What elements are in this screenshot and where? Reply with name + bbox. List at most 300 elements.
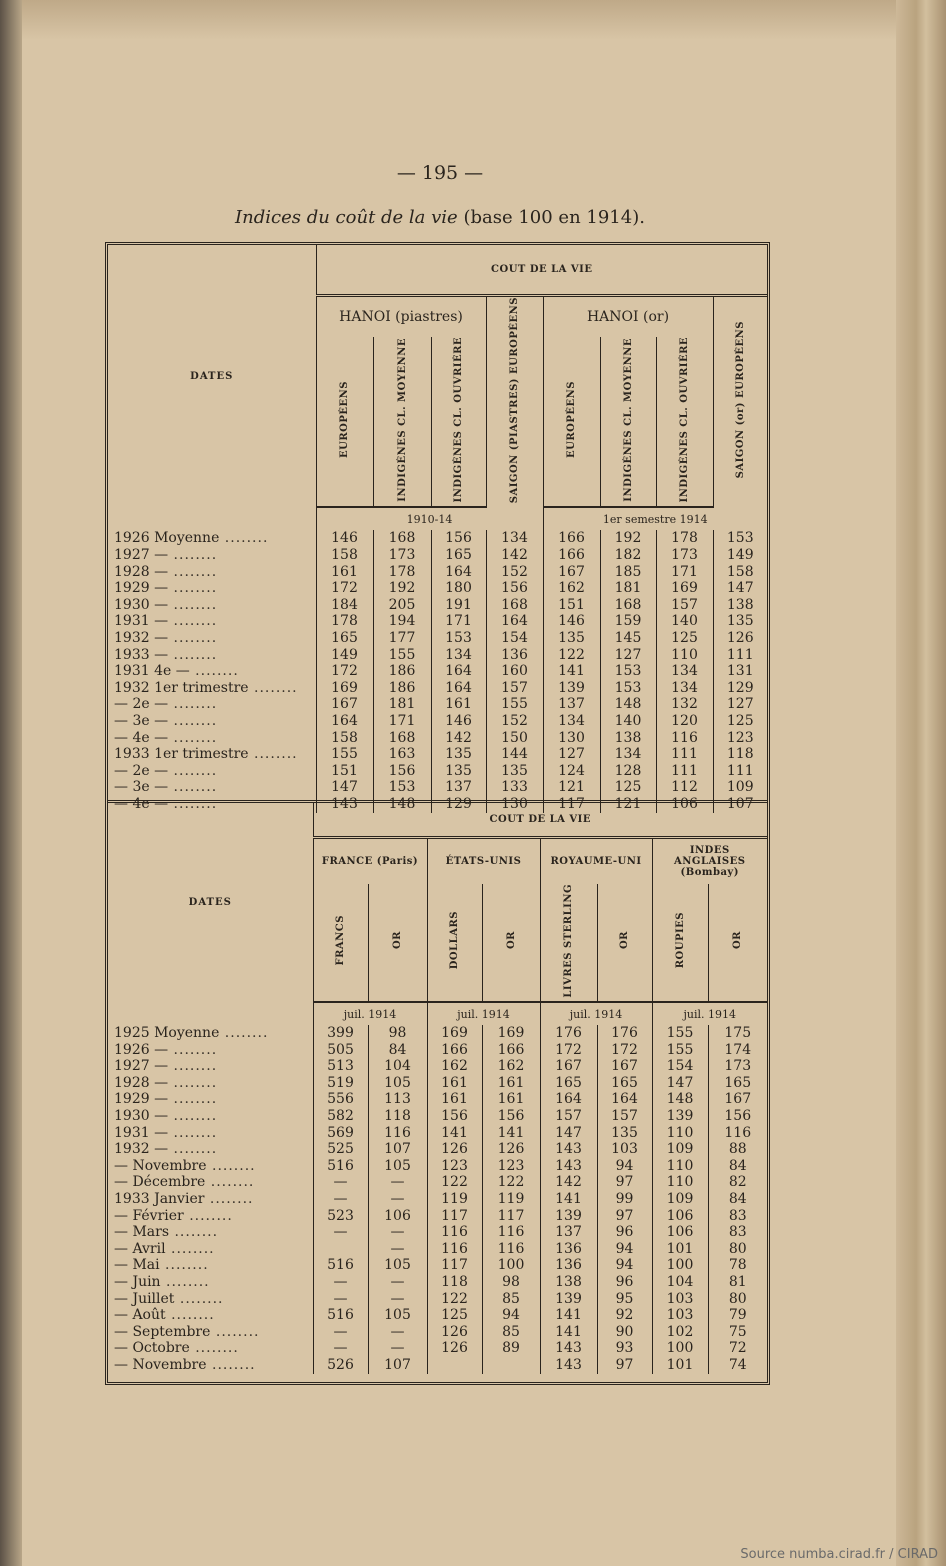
row-date-label: 1928 — [114,1074,169,1091]
cell-value: 146 [316,530,373,547]
cell-value: 139 [543,680,600,697]
cell-value: 399 [313,1025,368,1042]
table-row [108,530,767,547]
table-row [108,613,767,630]
table-international [105,800,770,1385]
leader-dots: ........ [165,1240,215,1257]
cell-value: 135 [431,763,486,780]
col-header [708,884,767,1003]
cell-value: 147 [652,1075,708,1092]
cell-value: 147 [713,580,767,597]
cell-value: — [313,1174,368,1191]
table-row [108,1075,767,1092]
table-row [108,630,767,647]
cell-value: 148 [652,1091,708,1108]
cell-value: 505 [313,1042,368,1059]
leader-dots: ........ [189,663,239,680]
cell-value: 97 [597,1174,652,1191]
cell-value: 166 [427,1042,482,1059]
cell-value: 124 [543,763,600,780]
cell-value: 128 [600,763,656,780]
cell-value: 156 [427,1108,482,1125]
cell-value: 120 [656,713,713,730]
cell-value: 172 [316,663,373,680]
row-date-label: 1926 Moyenne [114,530,220,547]
cell-value: 111 [656,746,713,763]
dates-header: DATES [188,897,232,909]
cell-value: 147 [316,779,373,796]
cell-value: 118 [368,1108,427,1125]
cell-value: 127 [600,647,656,664]
table-row [108,1108,767,1125]
table-row [108,597,767,614]
cell-value: 94 [482,1307,540,1324]
row-date-label: 1930 — [114,596,169,613]
row-date [108,763,316,780]
leader-dots: ........ [204,1191,254,1208]
cell-value: 82 [708,1174,767,1191]
cell-value: 172 [540,1042,597,1059]
cell-value: 165 [316,630,373,647]
cell-value: 116 [482,1241,540,1258]
cell-value: 94 [597,1257,652,1274]
cell-value: 516 [313,1307,368,1324]
cell-value: 96 [597,1274,652,1291]
row-date [108,1042,313,1059]
cell-value: 83 [708,1224,767,1241]
table-row [108,713,767,730]
cell-value: 141 [427,1125,482,1142]
row-date [108,1075,313,1092]
table-row [108,1158,767,1175]
cell-value: 175 [708,1025,767,1042]
row-date [108,1340,313,1357]
row-date-label: 1932 — [114,630,169,647]
cell-value: 125 [713,713,767,730]
base-period: juil. 1914 [427,1002,540,1025]
cell-value: 141 [540,1307,597,1324]
hanoi-or-header: HANOI (or) [543,295,713,337]
cell-value: 72 [708,1340,767,1357]
cell-value: 176 [597,1025,652,1042]
cell-value: 109 [652,1141,708,1158]
cell-value: 157 [597,1108,652,1125]
row-date [108,1357,313,1374]
leader-dots: ........ [168,1091,218,1108]
row-date-label: 1932 1er trimestre [114,679,249,696]
cell-value: 162 [427,1058,482,1075]
row-date-label: 1927 — [114,547,169,564]
row-date [108,1307,313,1324]
cell-value: — [368,1191,427,1208]
cell-value: 142 [431,730,486,747]
cell-value: 180 [431,580,486,597]
row-date-label: — Septembre [114,1323,211,1340]
row-date-label: 1927 — [114,1058,169,1075]
col-header: INDIGÈNES CL. MOYENNE [600,337,656,507]
leader-dots: ........ [168,563,218,580]
cell-value: 110 [652,1158,708,1175]
cell-value: 177 [373,630,431,647]
cell-value: 121 [600,796,656,813]
cell-value: 139 [652,1108,708,1125]
cell-value: 117 [427,1257,482,1274]
row-date-label: — Juillet [114,1290,175,1307]
row-date [108,1158,313,1175]
table-row [108,1191,767,1208]
cell-value: 129 [431,796,486,813]
cell-value: 100 [652,1257,708,1274]
cell-value: 137 [543,696,600,713]
cell-value: 137 [540,1224,597,1241]
cell-value: 153 [431,630,486,647]
binding-shadow [0,0,22,1566]
leader-dots: ........ [168,779,218,796]
cell-value: 121 [543,779,600,796]
row-date [108,663,316,680]
cell-value: 171 [373,713,431,730]
row-date [108,547,316,564]
cell-value: — [313,1324,368,1341]
cell-value: 158 [316,547,373,564]
cell-value: 123 [482,1158,540,1175]
cell-value: 101 [652,1357,708,1374]
col-header-label: OR [505,931,517,950]
cell-value: 122 [427,1174,482,1191]
row-date [108,647,316,664]
row-date [108,746,316,763]
leader-dots: ........ [168,580,218,597]
cell-value: 109 [713,779,767,796]
cell-value: 123 [427,1158,482,1175]
row-date-label: — Novembre [114,1356,207,1373]
cell-value: 93 [597,1340,652,1357]
cell-value: 516 [313,1158,368,1175]
cell-value: 135 [543,630,600,647]
cell-value: 104 [368,1058,427,1075]
cell-value: 106 [652,1224,708,1241]
cell-value [313,1241,368,1258]
table-row [108,1241,767,1258]
cell-value: 144 [486,746,543,763]
row-date-label: 1925 Moyenne [114,1025,220,1042]
page-title [0,207,880,228]
cell-value: 83 [708,1208,767,1225]
cell-value: 97 [597,1208,652,1225]
cell-value: 167 [597,1058,652,1075]
cell-value: 130 [543,730,600,747]
col-header-label: OR [732,931,744,950]
cell-value: 143 [540,1357,597,1374]
cell-value: 169 [316,680,373,697]
col-header-label: OR [619,931,630,950]
col-header-label: OR [392,931,403,950]
table-row [108,1025,767,1042]
cell-value: — [368,1174,427,1191]
cell-value: 148 [600,696,656,713]
cell-value: 168 [373,730,431,747]
cell-value: 171 [431,613,486,630]
cell-value: 162 [482,1058,540,1075]
row-date [108,613,316,630]
title-rest: (base 100 en 1914). [463,207,645,228]
cell-value: 135 [713,613,767,630]
row-date-label: — 3e — [114,779,169,796]
cell-value: 122 [543,647,600,664]
leader-dots: ........ [168,762,218,779]
cell-value: 135 [597,1125,652,1142]
table-row [108,1224,767,1241]
row-date [108,1208,313,1225]
saigon-piastres-header: SAIGON (PIASTRES) EUROPÉENS [486,295,543,507]
uk-header: ROYAUME-UNI [540,838,652,884]
row-date-label: — Octobre [114,1340,190,1357]
cell-value: 134 [486,530,543,547]
cell-value: 125 [656,630,713,647]
row-date-label: 1931 4e — [114,663,190,680]
cell-value: 173 [373,547,431,564]
cell-value [482,1357,540,1374]
table-row [108,1141,767,1158]
col-header: INDIGÈNES CL. MOYENNE [373,337,431,507]
cell-value: 159 [600,613,656,630]
cell-value: 181 [600,580,656,597]
row-date-label: — Mai [114,1257,160,1274]
cell-value: 146 [543,613,600,630]
cell-value [427,1357,482,1374]
cell-value: 84 [708,1191,767,1208]
cell-value: — [368,1340,427,1357]
table-row [108,1307,767,1324]
leader-dots: ........ [206,1356,256,1373]
page-number: — 195 — [396,162,484,184]
col-header-label: ROUPIES [674,912,686,969]
cell-value: 138 [713,597,767,614]
cell-value: 106 [652,1208,708,1225]
cell-value: 139 [540,1291,597,1308]
cell-value: 166 [543,530,600,547]
cell-value: 116 [368,1125,427,1142]
cell-value: 117 [543,796,600,813]
cell-value: 164 [486,613,543,630]
col-header [368,884,427,1003]
base-period: juil. 1914 [540,1002,652,1025]
leader-dots: ........ [183,1207,233,1224]
cell-value: 166 [482,1042,540,1059]
usa-header: ÉTATS-UNIS [427,838,540,884]
cell-value: 74 [708,1357,767,1374]
page-stack-edge [896,0,946,1566]
cell-value: 147 [540,1125,597,1142]
cell-value: 135 [431,746,486,763]
row-date-label: 1928 — [114,563,169,580]
leader-dots: ........ [219,1025,269,1042]
cell-value: 143 [540,1340,597,1357]
cell-value: 140 [656,613,713,630]
row-date [108,730,316,747]
cell-value: 156 [482,1108,540,1125]
cell-value: 519 [313,1075,368,1092]
row-date-label: — 2e — [114,696,169,713]
cell-value: 526 [313,1357,368,1374]
leader-dots: ........ [168,795,218,812]
cell-value: 112 [656,779,713,796]
col-header [540,884,597,1003]
cell-value: 155 [486,696,543,713]
cell-value: 101 [652,1241,708,1258]
col-header-label: FRANCS [335,915,346,966]
col-header [482,884,540,1003]
cell-value: 165 [708,1075,767,1092]
cell-value: 79 [708,1307,767,1324]
cell-value: 168 [600,597,656,614]
row-date [108,1091,313,1108]
cell-value: 178 [373,564,431,581]
cell-value: 153 [600,680,656,697]
cell-value: 127 [543,746,600,763]
leader-dots: ........ [168,547,218,564]
cell-value: 80 [708,1241,767,1258]
cell-value: 149 [713,547,767,564]
cell-value: 75 [708,1324,767,1341]
cell-value: 126 [427,1324,482,1341]
cell-value: 145 [600,630,656,647]
cell-value: 104 [652,1274,708,1291]
cell-value: 166 [543,547,600,564]
cell-value: 127 [713,696,767,713]
cell-value: 156 [486,580,543,597]
cell-value: 125 [427,1307,482,1324]
cell-value: 146 [431,713,486,730]
row-date-label: 1931 — [114,613,169,630]
cell-value: 107 [368,1357,427,1374]
leader-dots: ........ [165,1307,215,1324]
cell-value: 142 [540,1174,597,1191]
cell-value: 156 [708,1108,767,1125]
cell-value: 161 [427,1091,482,1108]
row-date [108,530,316,547]
table-row [108,1340,767,1357]
cell-value: 105 [368,1158,427,1175]
cell-value: 134 [431,647,486,664]
col-header [652,884,708,1003]
cell-value: 98 [368,1025,427,1042]
cell-value: 100 [652,1340,708,1357]
cell-value: 155 [316,746,373,763]
cell-value: 102 [652,1324,708,1341]
cell-value: 109 [652,1191,708,1208]
table-row [108,696,767,713]
row-date [108,1108,313,1125]
cell-value: 136 [486,647,543,664]
cell-value: 111 [656,763,713,780]
cell-value: 117 [482,1208,540,1225]
row-date-label: — Novembre [114,1157,207,1174]
cell-value: 523 [313,1208,368,1225]
table-row [108,1042,767,1059]
cell-value: 85 [482,1324,540,1341]
row-date-label: — Avril [114,1240,166,1257]
cell-value: 167 [543,564,600,581]
cell-value: 169 [656,580,713,597]
cell-value: 107 [713,796,767,813]
cell-value: 88 [708,1141,767,1158]
cell-value: 132 [656,696,713,713]
col-header [427,884,482,1003]
table-row [108,746,767,763]
row-date-label: 1933 — [114,646,169,663]
leader-dots: ........ [206,1157,256,1174]
cell-value: 157 [486,680,543,697]
leader-dots: ........ [169,1224,219,1241]
cell-value: 143 [540,1158,597,1175]
cell-value: 129 [713,680,767,697]
cell-value: 153 [373,779,431,796]
cell-value: 151 [543,597,600,614]
cell-value: — [368,1224,427,1241]
cell-value: 90 [597,1324,652,1341]
table-row [108,1291,767,1308]
row-date [108,1274,313,1291]
row-date [108,564,316,581]
cell-value: 110 [652,1174,708,1191]
table-row [108,1174,767,1191]
base-period: juil. 1914 [313,1002,427,1025]
cell-value: 122 [482,1174,540,1191]
cell-value: 186 [373,680,431,697]
cell-value: 96 [597,1224,652,1241]
cell-value: 164 [431,663,486,680]
leader-dots: ........ [159,1257,209,1274]
cell-value: 99 [597,1191,652,1208]
col-header-label: DOLLARS [449,911,460,970]
group-header: COUT DE LA VIE [313,802,767,838]
cell-value: 106 [656,796,713,813]
table-row [108,663,767,680]
cell-value: 169 [427,1025,482,1042]
cell-value: 123 [713,730,767,747]
row-date-label: 1933 Janvier [114,1191,205,1208]
cell-value: 126 [482,1141,540,1158]
row-date [108,1125,313,1142]
cell-value: 164 [316,713,373,730]
row-date-label: — 3e — [114,713,169,730]
cell-value: 181 [373,696,431,713]
cell-value: 155 [373,647,431,664]
cell-value: — [368,1274,427,1291]
leader-dots: ........ [168,1141,218,1158]
cell-value: 158 [713,564,767,581]
cell-value: 138 [600,730,656,747]
cell-value: 125 [600,779,656,796]
cell-value: 171 [656,564,713,581]
table-row [108,647,767,664]
col-header-label: LIVRES STERLING [563,883,574,998]
table-row [108,779,767,796]
row-date-label: — Décembre [114,1174,206,1191]
row-date [108,1224,313,1241]
cell-value: — [313,1191,368,1208]
table-row [108,1257,767,1274]
cell-value: 110 [652,1125,708,1142]
cell-value: 80 [708,1291,767,1308]
cell-value: 131 [713,663,767,680]
row-date [108,597,316,614]
cell-value: 167 [540,1058,597,1075]
row-date-label: — 2e — [114,762,169,779]
cell-value: 141 [540,1191,597,1208]
cell-value: 97 [597,1357,652,1374]
